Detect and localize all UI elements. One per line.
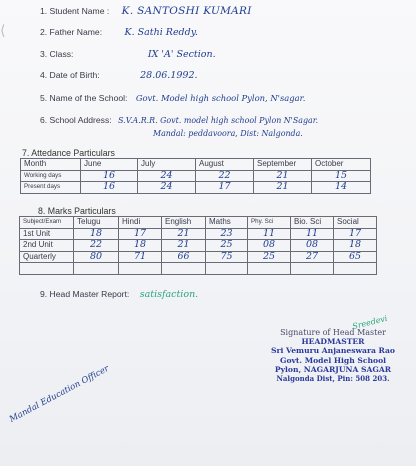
marks-cell: 80 — [74, 251, 119, 263]
attendance-header: July — [138, 159, 196, 171]
school-address-label: 6. School Address: — [40, 115, 112, 125]
headmaster-stamp — [258, 328, 408, 383]
report-value: satisfaction. — [139, 289, 199, 300]
class-label: 3. Class: — [40, 49, 74, 59]
attendance-row-label: Present days — [21, 182, 81, 194]
marks-table — [19, 216, 377, 275]
fold-mark-icon: ⟨ — [0, 22, 6, 38]
marks-cell: 66 — [162, 251, 206, 263]
attendance-row — [21, 182, 371, 194]
dob-label: 4. Date of Birth: — [40, 70, 100, 80]
attendance-header: September — [254, 159, 312, 171]
attendance-header-row — [21, 159, 371, 171]
attendance-cell: 16 — [81, 170, 138, 182]
report-label: 9. Head Master Report: — [40, 289, 130, 299]
student-name-row — [40, 5, 252, 17]
attendance-table — [20, 158, 371, 194]
marks-header: Subject/Exam — [20, 217, 74, 229]
student-name-value: K. SANTOSHI KUMARI — [121, 5, 252, 17]
attendance-row — [21, 170, 371, 182]
marks-row-label: 1st Unit — [20, 228, 74, 240]
school-name-label: 5. Name of the School: — [40, 93, 128, 103]
marks-cell: 75 — [206, 251, 248, 263]
marks-header: Bio. Sci — [291, 217, 334, 229]
school-address-value: S.V.A.R.R. Govt. model high school Pylon N'Sagar. — [118, 116, 319, 125]
father-name-label: 2. Father Name: — [40, 27, 103, 37]
school-name-row — [40, 93, 305, 103]
marks-header-row — [20, 217, 377, 229]
stamp-line: Govt. Model High School — [279, 355, 387, 365]
dob-row — [40, 70, 198, 81]
attendance-cell: 15 — [312, 170, 371, 182]
stamp-line: Sri Vemuru Anjaneswara Rao — [271, 346, 395, 356]
marks-cell: 25 — [248, 251, 291, 263]
marks-cell: 08 — [291, 240, 334, 252]
marks-row-label: 2nd Unit — [20, 240, 74, 252]
attendance-cell: 24 — [138, 170, 196, 182]
attendance-cell: 24 — [138, 182, 196, 194]
attendance-cell: 17 — [196, 182, 254, 194]
father-name-row — [40, 27, 198, 38]
marks-header: Phy. Sci — [248, 217, 291, 229]
marks-header: English — [162, 217, 206, 229]
attendance-cell: 21 — [254, 182, 312, 194]
marks-row-blank — [20, 263, 377, 275]
marks-row — [20, 240, 377, 252]
marks-cell: 11 — [248, 228, 291, 240]
attendance-header: October — [312, 159, 371, 171]
marks-cell: 18 — [74, 228, 119, 240]
marks-header: Hindi — [119, 217, 162, 229]
marks-cell: 08 — [248, 240, 291, 252]
attendance-header: June — [81, 159, 138, 171]
marks-header: Social — [334, 217, 377, 229]
marks-cell: 21 — [162, 240, 206, 252]
marks-cell: 17 — [334, 228, 377, 240]
marks-title: 8. Marks Particulars — [38, 206, 116, 216]
marks-cell: 18 — [119, 240, 162, 252]
attendance-header: August — [196, 159, 254, 171]
attendance-cell: 21 — [254, 170, 312, 182]
attendance-row-label: Working days — [21, 170, 81, 182]
marks-cell: 11 — [291, 228, 334, 240]
stamp-line: Pylon, NAGARJUNA SAGAR — [274, 364, 392, 374]
student-name-label: 1. Student Name : — [40, 6, 110, 16]
school-address-value-2: Mandal: peddavoora, Dist: Nalgonda. — [153, 129, 303, 138]
marks-row-label: Quarterly — [20, 251, 74, 263]
marks-row — [20, 251, 377, 263]
marks-cell: 25 — [206, 240, 248, 252]
attendance-title: 7. Attedance Particulars — [22, 148, 115, 158]
school-address-row — [40, 115, 318, 125]
marks-cell: 65 — [334, 251, 377, 263]
attendance-cell: 14 — [312, 182, 371, 194]
marks-cell: 27 — [291, 251, 334, 263]
marks-header: Telugu — [74, 217, 119, 229]
attendance-cell: 16 — [81, 182, 138, 194]
stamp-line: Signature of Head Master — [280, 328, 386, 337]
stamp-line: Nalgonda Dist, Pin: 508 203. — [276, 374, 390, 384]
class-value: IX 'A' Section. — [147, 49, 216, 60]
dob-value: 28.06.1992. — [140, 70, 198, 81]
marks-cell: 22 — [74, 240, 119, 252]
school-name-value: Govt. Model high school Pylon, N'sagar. — [135, 93, 306, 103]
attendance-header: Month — [21, 159, 81, 171]
stamp-line: HEADMASTER — [301, 337, 365, 347]
marks-cell: 23 — [206, 228, 248, 240]
marks-cell: 17 — [119, 228, 162, 240]
report-row — [40, 289, 198, 300]
marks-header: Maths — [206, 217, 248, 229]
father-name-value: K. Sathi Reddy. — [124, 27, 198, 38]
class-row — [40, 49, 216, 60]
marks-cell: 18 — [334, 240, 377, 252]
marks-row — [20, 228, 377, 240]
attendance-cell: 22 — [196, 170, 254, 182]
headmaster-signature: Sreedevi — [351, 313, 389, 332]
meo-signature: Mandal Education Officer — [8, 363, 111, 425]
marks-cell: 21 — [162, 228, 206, 240]
marks-cell: 71 — [119, 251, 162, 263]
